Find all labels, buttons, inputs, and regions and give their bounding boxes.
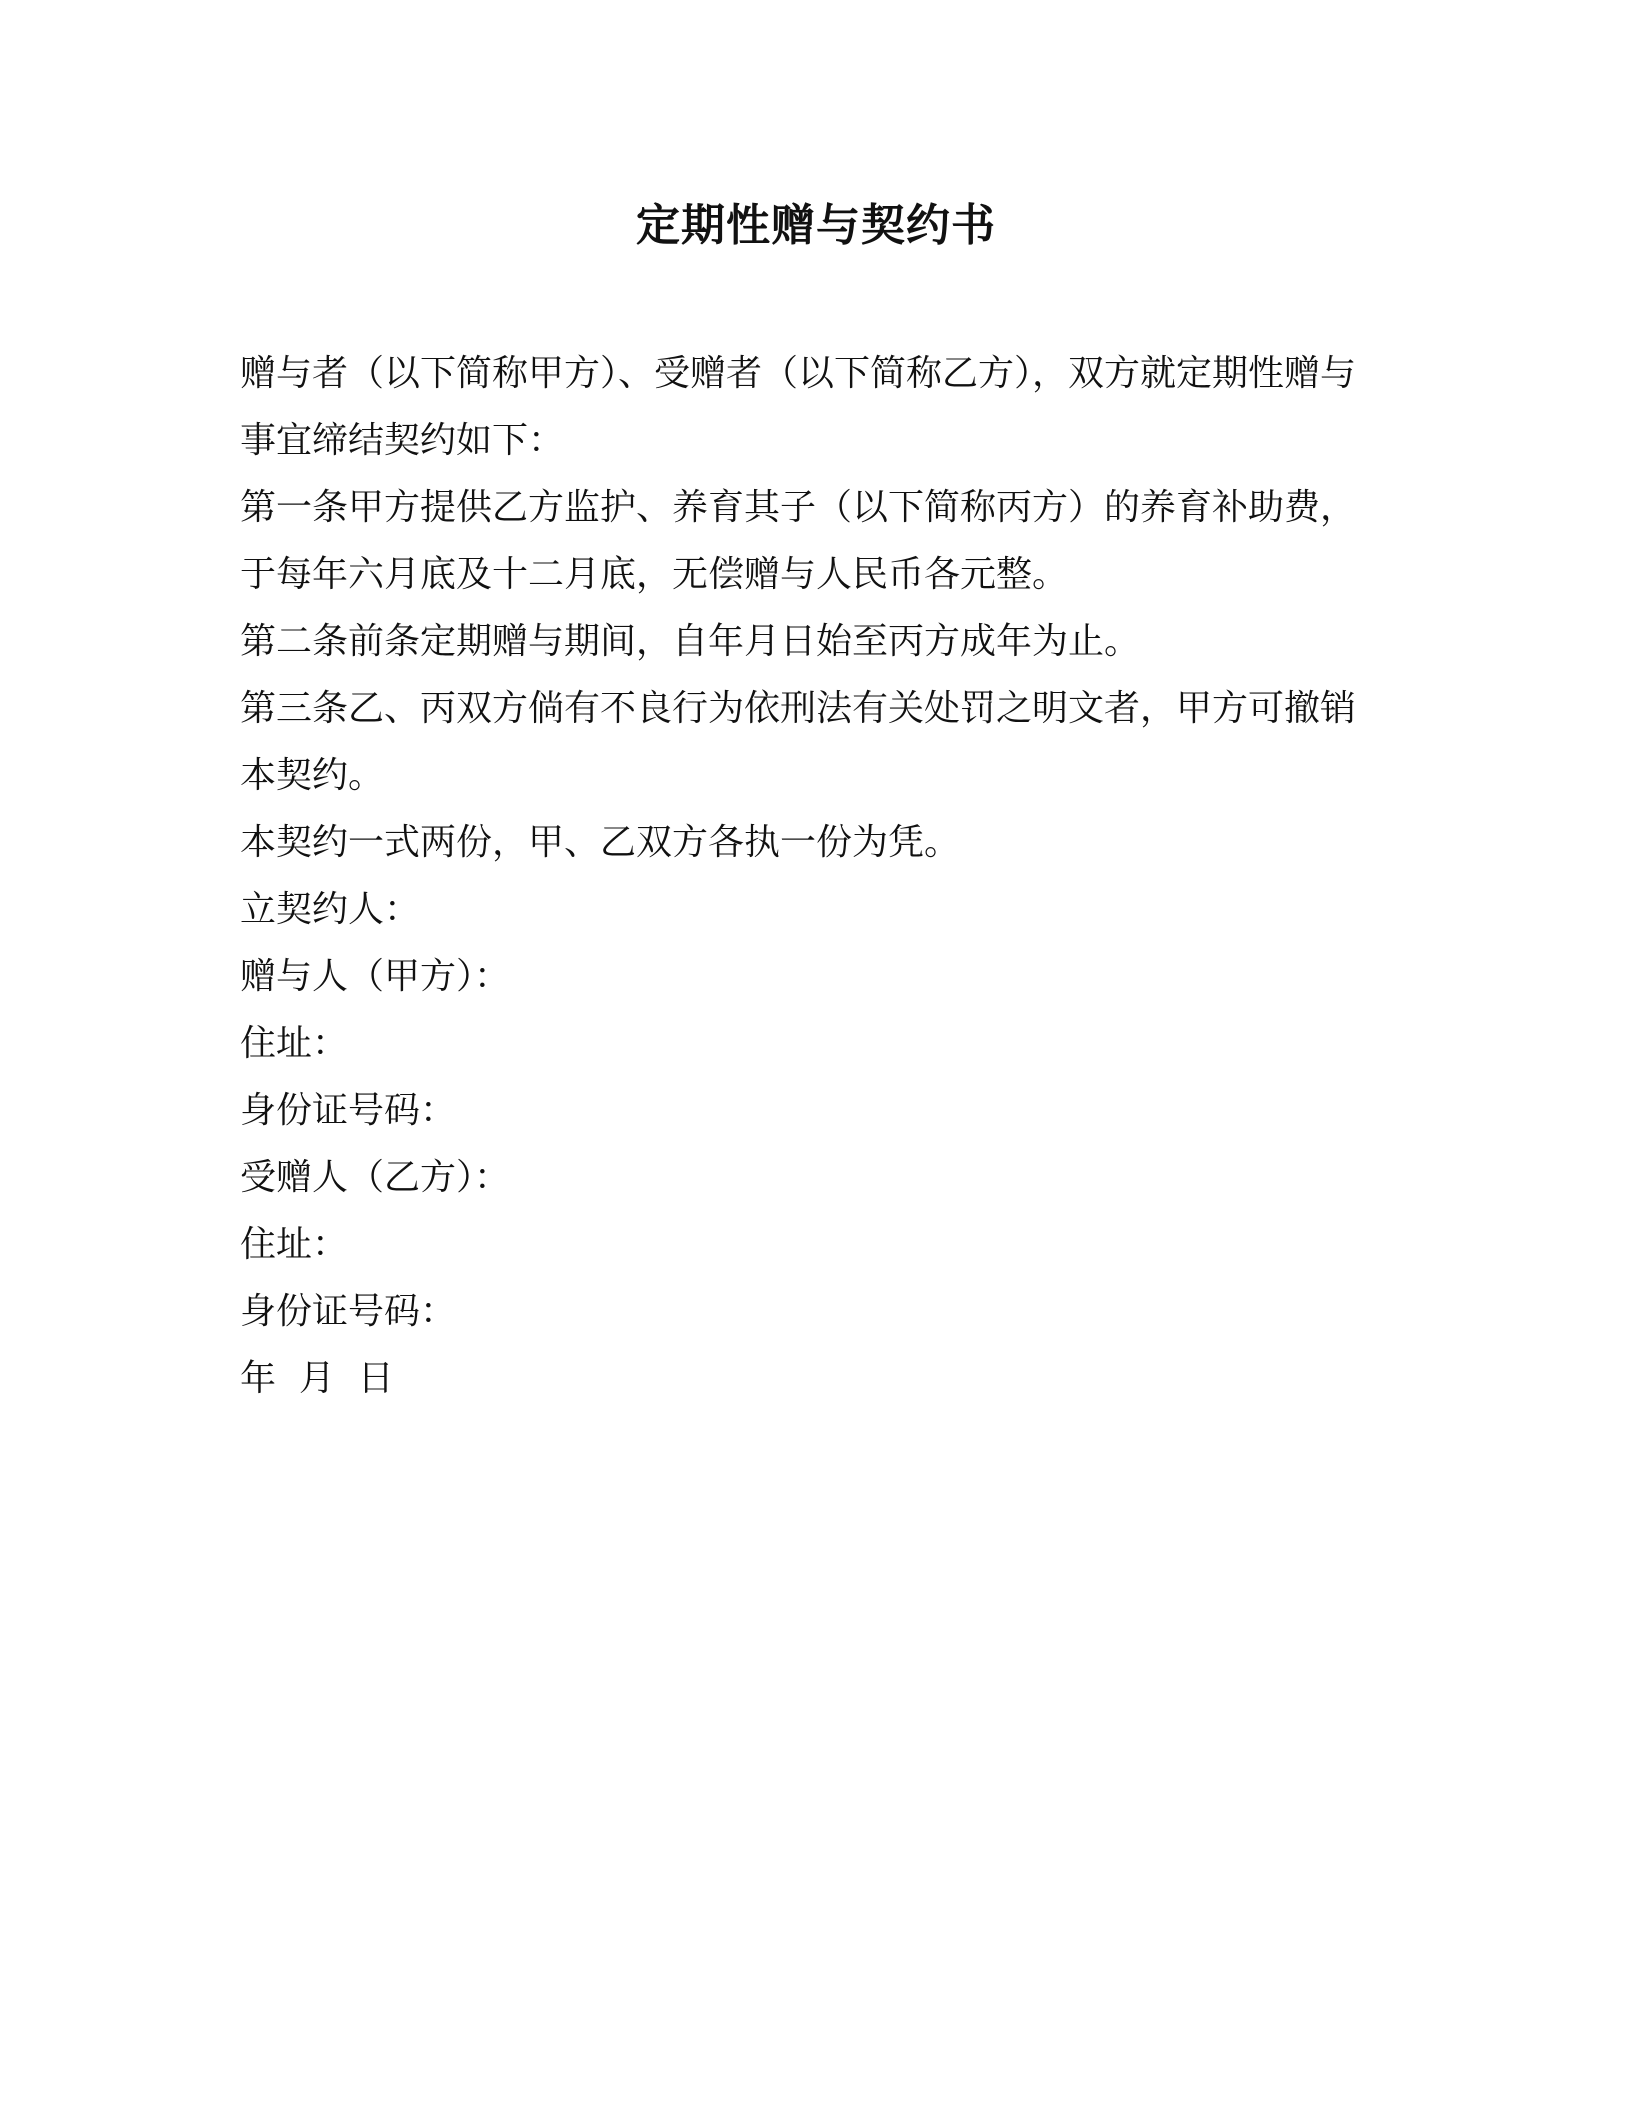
article-1-line-2: 于每年六月底及十二月底，无偿赠与人民币各元整。 [240, 554, 1069, 595]
article-3-line-1: 第三条乙、丙双方倘有不良行为依刑法有关处罚之明文者，甲方可撤销 [240, 688, 1357, 729]
copies-clause: 本契约一式两份，甲、乙双方各执一份为凭。 [240, 822, 961, 863]
intro-line-2: 事宜缔结契约如下： [240, 420, 565, 461]
donor-id-label: 身份证号码： [240, 1090, 457, 1131]
document-body [240, 340, 1400, 1412]
article-1-line-1: 第一条甲方提供乙方监护、养育其子（以下简称丙方）的养育补助费， [240, 487, 1357, 528]
donee-label: 受赠人（乙方）： [240, 1157, 511, 1198]
article-3-line-2: 本契约。 [240, 755, 385, 796]
donee-address-label: 住址： [240, 1224, 349, 1265]
donor-address-label: 住址： [240, 1023, 349, 1064]
intro-line-1: 赠与者（以下简称甲方）、受赠者（以下简称乙方），双方就定期性赠与 [240, 353, 1357, 394]
signatories-label: 立契约人： [240, 889, 421, 930]
date-line: 年 月 日 [240, 1358, 394, 1399]
donee-id-label: 身份证号码： [240, 1291, 457, 1332]
article-2-line: 第二条前条定期赠与期间，自年月日始至丙方成年为止。 [240, 621, 1141, 662]
document-title: 定期性赠与契约书 [636, 200, 996, 251]
donor-label: 赠与人（甲方）： [240, 956, 511, 997]
